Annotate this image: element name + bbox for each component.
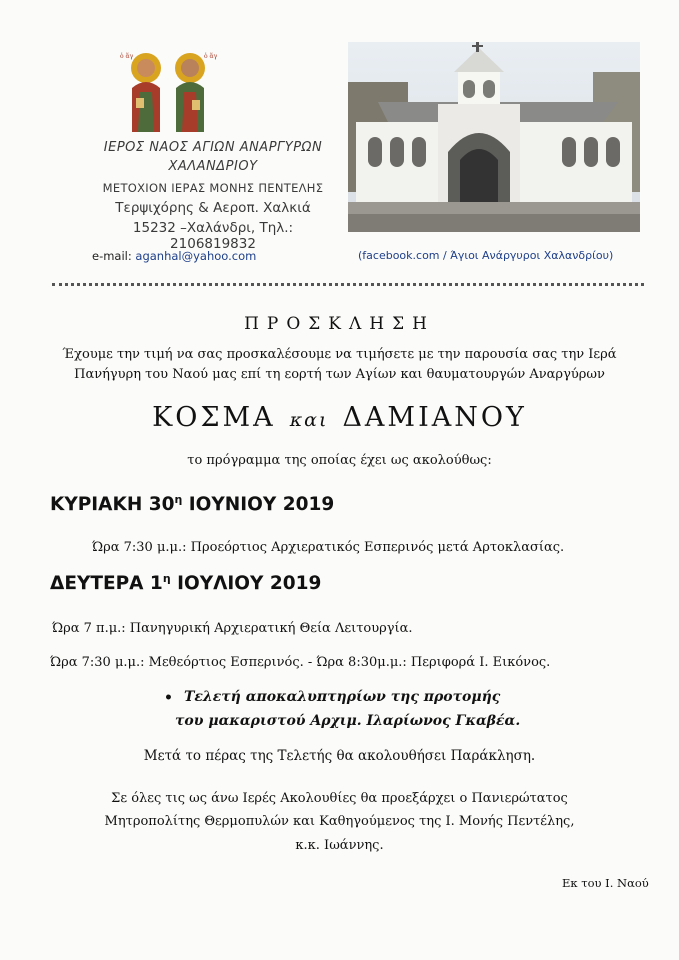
intro-line-1: Έχουμε την τιμή να σας προσκαλέσουμε να τιμήσετε με την παρουσία σας την Ιερά <box>62 347 617 362</box>
saint-damianos: ΔΑΜΙΑΝΟΥ <box>342 402 527 433</box>
after-ceremony-note: Μετά το πέρας της Τελετής θα ακολουθήσει Παράκληση. <box>143 748 536 764</box>
email-link[interactable]: aganhal@yahoo.com <box>135 249 257 263</box>
closing-line-3: κ.κ. Ιωάννης. <box>295 838 384 853</box>
facebook-link[interactable]: (facebook.com / Άγιοι Ανάργυροι Χαλανδρίου) <box>358 249 614 262</box>
church-address: Τερψιχόρης & Αεροπ. Χαλκιά <box>115 200 311 216</box>
saints-icon <box>118 48 218 132</box>
church-location: ΧΑΛΑΝΔΡΙΟΥ <box>168 159 258 174</box>
intro-line-2: Πανήγυρη του Ναού μας επί τη εορτή των Αγίων και θαυματουργών Αναργύρων <box>74 367 605 382</box>
program-intro: το πρόγραμμα της οποίας έχει ως ακολούθως: <box>187 453 492 468</box>
conjunction: και <box>289 409 329 431</box>
church-photo <box>348 42 640 232</box>
signature: Εκ του Ι. Ναού <box>562 876 649 890</box>
church-name: ΙΕΡΟΣ ΝΑΟΣ ΑΓΙΩΝ ΑΝΑΡΓΥΡΩΝ <box>103 140 323 155</box>
email-line <box>92 249 256 263</box>
email-label: e-mail: <box>92 249 132 263</box>
svg-text:ὁ ἅγ: ὁ ἅγ <box>204 53 218 60</box>
ceremony-line-2: του μακαριστού Αρχιμ. Ιλαρίωνος Γκαβέα. <box>175 713 521 729</box>
saints-names <box>0 402 679 433</box>
svg-text:ὁ ἅγ: ὁ ἅγ <box>120 53 134 60</box>
ceremony-line-1: Τελετή αποκαλυπτηρίων της προτομής <box>184 689 501 705</box>
invitation-title: ΠΡΟΣΚΛΗΣΗ <box>244 314 435 334</box>
dotted-divider <box>52 283 644 286</box>
closing-line-2: Μητροπολίτης Θερμοπυλών και Καθηγούμενος της Ι. Μονής Πεντέλης, <box>104 814 575 829</box>
closing-line-1: Σε όλες τις ως άνω Ιερές Ακολουθίες θα προεξάρχει ο Πανιερώτατος <box>111 791 568 806</box>
church-city-phone: 15232 –Χαλάνδρι, Τηλ.: 2106819832 <box>132 220 294 252</box>
church-subtitle: ΜΕΤΟΧΙΟΝ ΙΕΡΑΣ ΜΟΝΗΣ ΠΕΝΤΕΛΗΣ <box>102 181 324 195</box>
schedule-monday-vespers: Ώρα 7:30 μ.μ.: Μεθεόρτιος Εσπερινός. - Ώρα 8:30μ.μ.: Περιφορά Ι. Εικόνος. <box>50 655 551 670</box>
schedule-monday-liturgy: Ώρα 7 π.μ.: Πανηγυρική Αρχιερατική Θεία Λειτουργία. <box>52 621 413 636</box>
schedule-sunday-vespers: Ώρα 7:30 μ.μ.: Προεόρτιος Αρχιερατικός Εσπερινός μετά Αρτοκλασίας. <box>92 540 565 555</box>
day-heading-monday: ΔΕΥΤΕΡΑ $1^\eta$ ΙΟΥΛΙΟΥ 2019 <box>50 572 322 595</box>
day-heading-sunday: ΚΥΡΙΑΚΗ $30^\eta$ ΙΟΥΝΙΟΥ 2019 <box>50 493 335 516</box>
saint-kosmas: ΚΟΣΜΑ <box>152 402 276 433</box>
bullet-icon: • <box>164 690 173 706</box>
